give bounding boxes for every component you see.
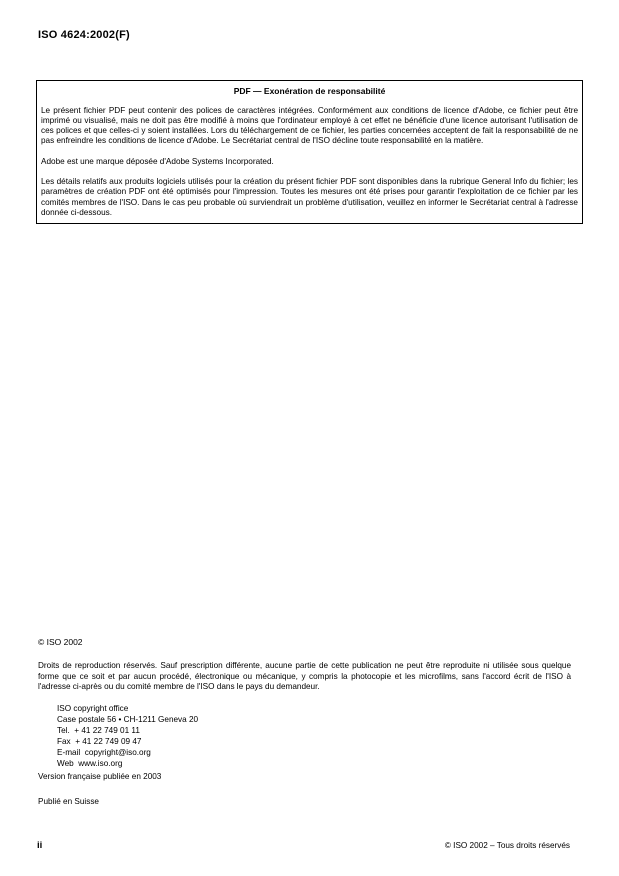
- page-number: ii: [37, 840, 43, 851]
- rights-paragraph: Droits de reproduction réservés. Sauf prescription différente, aucune partie de cette publication ne peut être reproduite ni utilisée sous quelque forme que ce soit et par aucun procédé, électronique ou mécanique, y compris la photocopie et les microfilms, sans l'accord écrit de l'ISO à l'adresse ci-après ou du comité membre de l'ISO dans le pays du demandeur.: [38, 661, 571, 691]
- address-line-web: Web www.iso.org: [57, 759, 123, 768]
- address-line-fax: Fax + 41 22 749 09 47: [57, 737, 142, 746]
- address-line-email: E-mail copyright@iso.org: [57, 748, 151, 757]
- version-note: Version française publiée en 2003: [38, 772, 162, 781]
- disclaimer-title: PDF — Exonération de responsabilité: [233, 86, 386, 96]
- published-note: Publié en Suisse: [38, 797, 99, 806]
- address-block: [57, 703, 198, 769]
- disclaimer-paragraph-2: Adobe est une marque déposée d'Adobe Systems Incorporated.: [41, 156, 274, 166]
- document-number: ISO 4624:2002(F): [38, 29, 130, 41]
- address-line-office: ISO copyright office: [57, 704, 129, 713]
- copyright-notice: © ISO 2002: [38, 637, 83, 647]
- address-line-tel: Tel. + 41 22 749 01 11: [57, 726, 140, 735]
- pdf-disclaimer-box: [36, 80, 583, 224]
- disclaimer-paragraph-1: Le présent fichier PDF peut contenir des polices de caractères intégrées. Conformément aux conditions de licence d'Adobe, ce fichier peut être imprimé ou visualisé, mais ne doit pas être modifié à moins que l'ordinateur employé à cet effet ne bénéficie d'une licence autorisant l'utilisation de ces polices et que celles-ci y soient installées. Lors du téléchargement de ce fichier, les parties concernées acceptent de fait la responsabilité de ne pas enfreindre les conditions de licence d'Adobe. Le Secrétariat central de l'ISO décline toute responsabilité en la matière.: [41, 105, 578, 146]
- disclaimer-paragraph-3: Les détails relatifs aux produits logiciels utilisés pour la création du présent fichier PDF sont disponibles dans la rubrique General Info du fichier; les paramètres de création PDF ont été optimisés pour l'impression. Toutes les mesures ont été prises pour garantir l'exploitation de ce fichier par les comités membres de l'ISO. Dans le cas peu probable où surviendrait un problème d'utilisation, veuillez en informer le Secrétariat central à l'adresse donnée ci-dessous.: [41, 176, 578, 217]
- address-line-postal: Case postale 56 • CH-1211 Geneva 20: [57, 715, 199, 724]
- footer-copyright: © ISO 2002 – Tous droits réservés: [444, 841, 570, 850]
